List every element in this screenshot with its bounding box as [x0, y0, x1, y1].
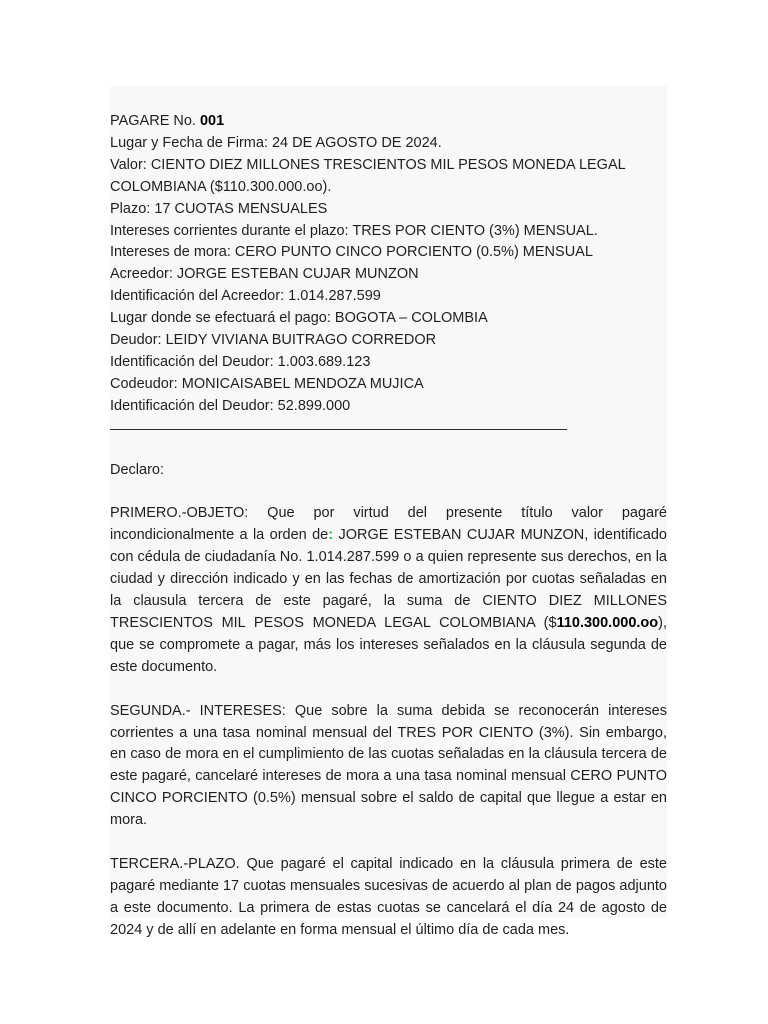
codeudor: Codeudor: MONICAISABEL MENDOZA MUJICA	[110, 375, 424, 392]
pagare-number: 001	[199, 113, 225, 129]
deudor: Deudor: LEIDY VIVIANA BUITRAGO CORREDOR	[110, 332, 437, 349]
intereses-mora: Intereses de mora: CERO PUNTO CINCO PORCIENTO (0.5%) MENSUAL	[110, 244, 593, 261]
document-content	[110, 111, 667, 963]
lugar-fecha-firma: Lugar y Fecha de Firma: 24 DE AGOSTO DE 2024.	[110, 134, 442, 151]
declaro-heading: Declaro:	[110, 461, 164, 478]
plazo: Plazo: 17 CUOTAS MENSUALES	[110, 200, 328, 217]
pagare-title-label: PAGARE No.	[110, 113, 196, 129]
intereses-corrientes: Intereses corrientes durante el plazo: TRES POR CIENTO (3%) MENSUAL.	[110, 222, 598, 239]
separator-line	[110, 429, 567, 430]
identificacion-acreedor: Identificación del Acreedor: 1.014.287.599	[110, 288, 381, 305]
clause-tercera: TERCERA.-PLAZO. Que pagaré el capital indicado en la cláusula primera de este pagaré mediante 17 cuotas mensuales sucesivas de acuerdo al plan de pagos adjunto a este documento. La primera de estas cuotas se cancelará el día 24 de agosto de 2024 y de allí en adelante en forma mensual el último día de cada mes.	[110, 855, 667, 938]
clause-primero	[110, 503, 667, 678]
primero-text-2: JORGE ESTEBAN CUJAR MUNZON, identificado con cédula de ciudadanía No. 1.014.287.599 o a quien represente sus derechos, en la ciudad y dirección indicado y en las fechas de amortización por cuotas señaladas en la clausula tercera de este pagaré, la suma de CIENTO DIEZ MILLONES TRESCIENTOS MIL PESOS MONEDA LEGAL COLOMBIANA ($	[110, 527, 667, 632]
identificacion-deudor: Identificación del Deudor: 1.003.689.123	[110, 353, 371, 370]
primero-amount: 110.300.000.oo	[556, 615, 659, 632]
primero-colon: :	[328, 527, 334, 544]
identificacion-codeudor: Identificación del Deudor: 52.899.000	[110, 397, 351, 414]
primero-text-3: ), que se compromete a pagar, más los intereses señalados en la cláusula segunda de este documento.	[110, 615, 667, 675]
primero-text-1: PRIMERO.-OBJETO: Que por virtud del presente título valor pagaré incondicionalmente a la orden de	[110, 505, 667, 544]
valor: Valor: CIENTO DIEZ MILLONES TRESCIENTOS MIL PESOS MONEDA LEGAL COLOMBIANA ($110.300.000.oo).	[110, 156, 626, 195]
pagare-title	[110, 111, 667, 133]
acreedor: Acreedor: JORGE ESTEBAN CUJAR MUNZON	[110, 266, 419, 283]
clause-segunda: SEGUNDA.- INTERESES: Que sobre la suma debida se reconocerán intereses corrientes a una tasa nominal mensual del TRES POR CIENTO (3%). Sin embargo, en caso de mora en el cumplimiento de las cuotas señaladas en la cláusula tercera de este pagaré, cancelaré intereses de mora a una tasa nominal mensual CERO PUNTO CINCO PORCIENTO (0.5%) mensual sobre el saldo de capital que llegue a estar en mora.	[110, 702, 667, 829]
lugar-pago: Lugar donde se efectuará el pago: BOGOTA – COLOMBIA	[110, 310, 488, 327]
